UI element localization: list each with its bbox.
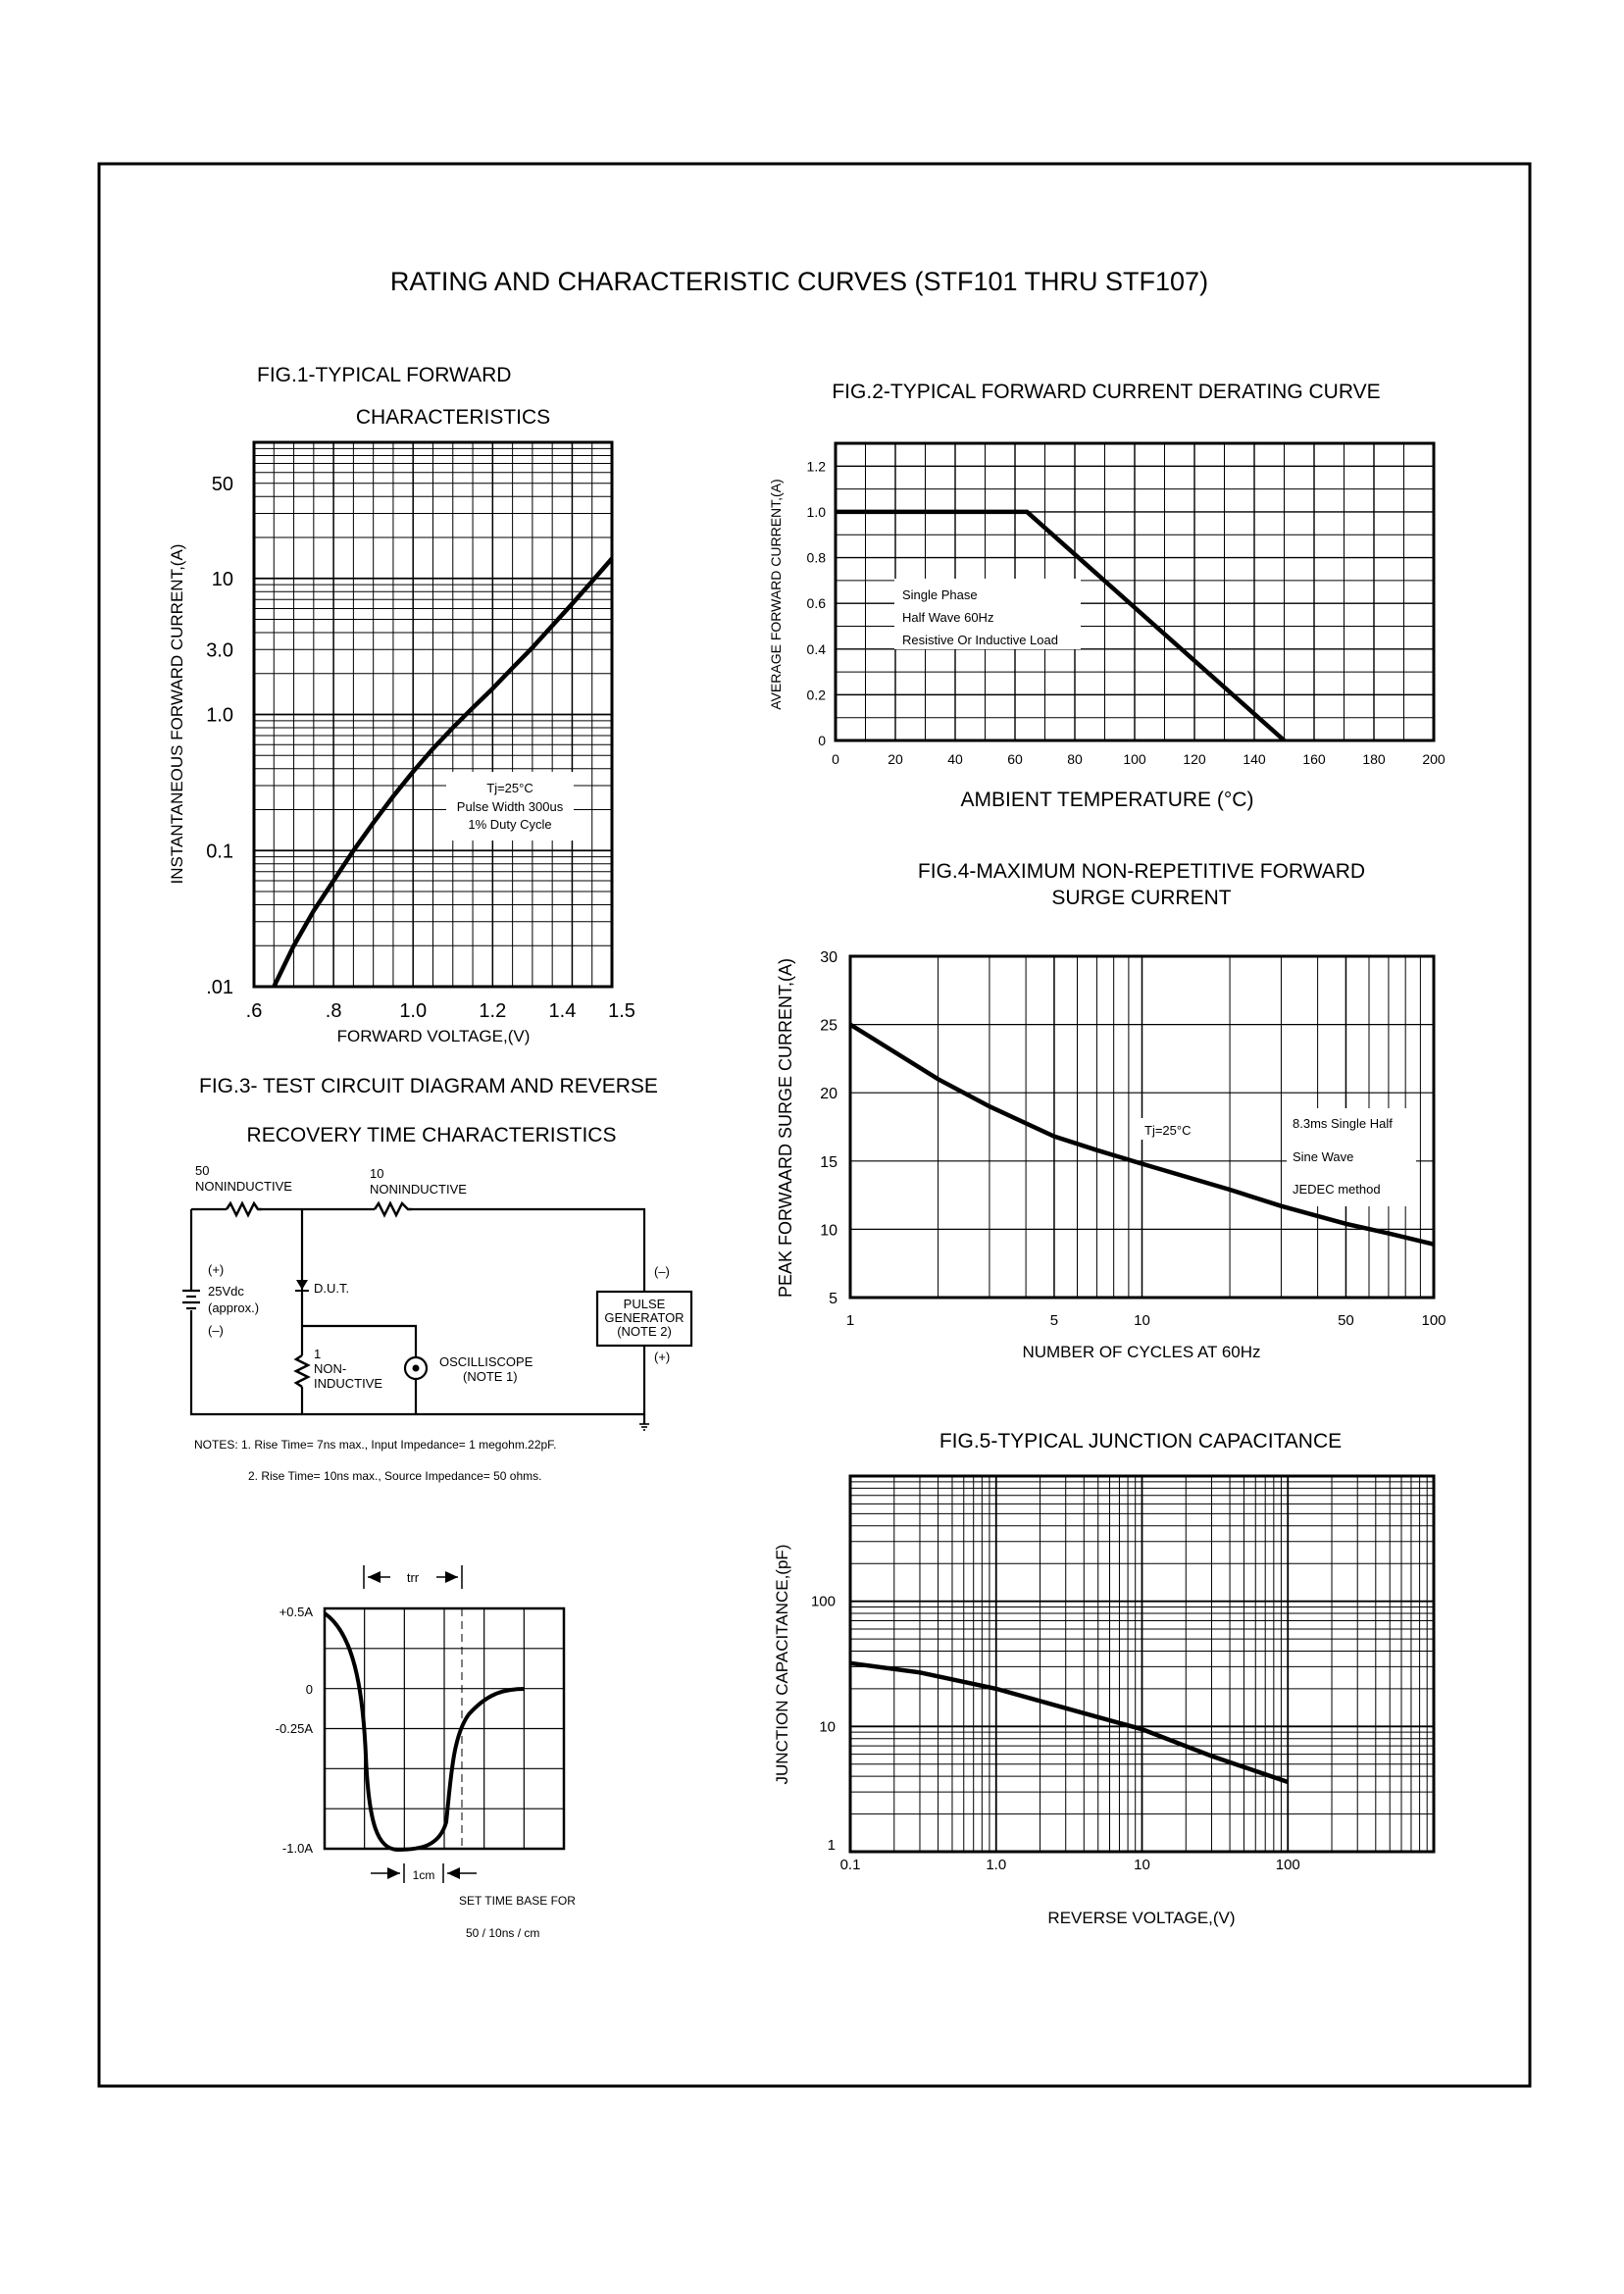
resistor-1-icon <box>296 1355 308 1387</box>
scope-label-line2: (NOTE 1) <box>463 1369 518 1384</box>
fig3-title-line1: FIG.3- TEST CIRCUIT DIAGRAM AND REVERSE <box>199 1075 658 1097</box>
battery-icon <box>182 1291 200 1308</box>
cm-label: 1cm <box>412 1868 435 1882</box>
diode-icon <box>295 1280 309 1291</box>
fig1-annotation-line3: 1% Duty Cycle <box>468 817 552 832</box>
fig2-x-tick: 100 <box>1123 751 1146 767</box>
timebase-line2: 50 / 10ns / cm <box>466 1926 540 1940</box>
fig2-x-tick: 80 <box>1067 751 1083 767</box>
fig1-x-tick: 1.5 <box>608 1000 635 1022</box>
r10-value: 10 <box>370 1166 384 1181</box>
fig1-chart <box>168 364 635 1045</box>
fig5-x-tick: 10 <box>1134 1857 1150 1873</box>
scope-label-line1: OSCILLISCOPE <box>439 1354 533 1369</box>
fig1-x-tick: 1.2 <box>479 1000 507 1022</box>
wave-y-label-minus1: -1.0A <box>281 1841 313 1856</box>
fig2-x-tick: 200 <box>1422 751 1446 767</box>
fig5-x-tick-labels <box>840 1857 1300 1873</box>
oscilloscope-icon <box>405 1350 427 1387</box>
supply-approx: (approx.) <box>208 1300 260 1315</box>
fig2-y-axis-label: AVERAGE FORWARD CURRENT,(A) <box>768 479 784 710</box>
r1-label-line1: NON- <box>314 1361 347 1376</box>
fig2-y-tick: 1.2 <box>806 458 826 475</box>
fig5-x-tick: 1.0 <box>986 1857 1007 1873</box>
fig2-x-tick-labels <box>832 751 1446 767</box>
fig1-x-tick-labels <box>246 1000 635 1022</box>
fig4-y-tick: 25 <box>820 1017 837 1035</box>
resistor-50-icon <box>227 1203 262 1215</box>
fig4-y-tick: 5 <box>829 1291 837 1307</box>
trr-left-arrow-icon <box>368 1571 381 1583</box>
fig4-annotation-line3: JEDEC method <box>1293 1182 1381 1197</box>
fig4-annotation-line2: Sine Wave <box>1293 1149 1354 1164</box>
cm-right-arrow-icon <box>447 1867 460 1879</box>
fig4-x-tick: 1 <box>845 1312 855 1329</box>
fig4-y-tick: 10 <box>820 1222 837 1240</box>
fig5-grid <box>850 1476 1434 1852</box>
fig2-y-tick: 0.4 <box>806 640 826 657</box>
timebase-line1: SET TIME BASE FOR <box>459 1894 576 1908</box>
fig1-y-tick: .01 <box>206 977 233 998</box>
fig4-y-tick: 15 <box>820 1153 837 1171</box>
fig1-grid <box>254 442 612 987</box>
supply-voltage: 25Vdc <box>208 1284 244 1299</box>
trr-right-arrow-icon <box>445 1571 458 1583</box>
circuit-wires <box>191 1209 644 1424</box>
fig1-title-line2: CHARACTERISTICS <box>355 406 551 429</box>
fig2-title: FIG.2-TYPICAL FORWARD CURRENT DERATING CURVE <box>832 381 1381 403</box>
fig5-y-axis-label: JUNCTION CAPACITANCE,(pF) <box>773 1544 791 1785</box>
fig4-chart <box>776 860 1446 1361</box>
fig4-x-tick-labels <box>846 1312 1446 1329</box>
fig1-x-axis-label: FORWARD VOLTAGE,(V) <box>336 1027 531 1045</box>
fig5-y-tick: 100 <box>810 1593 836 1610</box>
wave-y-label-minus025: -0.25A <box>275 1721 313 1736</box>
pulse-label-line1: PULSE <box>623 1297 666 1311</box>
pulse-minus: (–) <box>654 1264 670 1279</box>
fig1-x-tick: 1.4 <box>548 1000 577 1022</box>
fig5-y-tick-labels <box>811 1594 836 1854</box>
fig4-y-tick: 30 <box>820 949 837 966</box>
resistor-10-icon <box>375 1203 412 1215</box>
fig2-x-tick: 60 <box>1007 751 1023 767</box>
r1-label-line2: INDUCTIVE <box>314 1376 383 1391</box>
pulse-label-line2: GENERATOR <box>604 1310 685 1325</box>
fig2-x-tick: 0 <box>832 751 839 767</box>
fig4-x-tick: 50 <box>1338 1312 1354 1329</box>
trr-label: trr <box>406 1570 420 1585</box>
fig2-y-tick-labels <box>807 458 827 748</box>
fig4-y-tick: 20 <box>820 1086 837 1103</box>
r50-value: 50 <box>195 1163 210 1178</box>
note-1: NOTES: 1. Rise Time= 7ns max., Input Impedance= 1 megohm.22pF. <box>194 1438 557 1452</box>
fig1-annotation-line1: Tj=25°C <box>486 781 533 795</box>
fig1-y-axis-label: INSTANTANEOUS FORWARD CURRENT,(A) <box>168 543 186 885</box>
fig5-y-tick: 10 <box>819 1718 836 1736</box>
fig5-chart <box>773 1430 1434 1927</box>
fig1-y-tick: 10 <box>211 568 233 590</box>
recovery-waveform <box>276 1565 577 1940</box>
fig2-x-tick: 40 <box>947 751 963 767</box>
fig2-annotation-line3: Resistive Or Inductive Load <box>902 633 1058 647</box>
fig1-y-tick: 0.1 <box>206 841 233 863</box>
fig2-y-tick: 0.8 <box>806 549 826 566</box>
supply-plus: (+) <box>208 1262 225 1277</box>
fig2-x-tick: 20 <box>888 751 903 767</box>
fig1-x-tick: .6 <box>245 1000 263 1022</box>
fig3-circuit <box>182 1075 691 1483</box>
r10-label: NONINDUCTIVE <box>370 1182 467 1197</box>
fig5-x-tick: 0.1 <box>839 1857 861 1873</box>
fig2-annotation-line1: Single Phase <box>902 587 978 602</box>
fig4-title-line2: SURGE CURRENT <box>1051 887 1232 909</box>
fig4-x-tick: 5 <box>1049 1312 1059 1329</box>
wave-y-label-zero: 0 <box>305 1682 313 1697</box>
fig4-annotation-line1: 8.3ms Single Half <box>1293 1116 1393 1131</box>
pulse-label-line3: (NOTE 2) <box>617 1324 672 1339</box>
fig1-x-tick: .8 <box>325 1000 342 1022</box>
fig3-title-line2: RECOVERY TIME CHARACTERISTICS <box>246 1124 617 1147</box>
fig5-y-tick: 1 <box>827 1837 836 1854</box>
fig2-x-axis-label: AMBIENT TEMPERATURE (°C) <box>960 789 1254 811</box>
fig1-x-tick: 1.0 <box>399 1000 428 1022</box>
pulse-plus: (+) <box>654 1350 671 1364</box>
fig1-y-tick: 1.0 <box>206 704 233 727</box>
fig4-x-tick: 100 <box>1421 1312 1446 1329</box>
fig5-x-axis-label: REVERSE VOLTAGE,(V) <box>1047 1909 1236 1927</box>
fig4-y-axis-label: PEAK FORWAARD SURGE CURRENT,(A) <box>776 957 795 1299</box>
fig4-y-tick-labels <box>820 949 837 1307</box>
fig2-x-tick: 160 <box>1302 751 1326 767</box>
wave-y-label-plus05: +0.5A <box>279 1605 313 1619</box>
supply-minus: (–) <box>208 1323 224 1338</box>
fig4-x-tick: 10 <box>1134 1312 1150 1329</box>
fig4-tj-label: Tj=25°C <box>1144 1123 1192 1138</box>
fig2-y-tick: 0.2 <box>806 687 826 703</box>
r1-value: 1 <box>314 1347 322 1361</box>
fig2-y-tick: 1.0 <box>806 503 826 520</box>
fig1-title-line1: FIG.1-TYPICAL FORWARD <box>257 364 512 386</box>
fig1-y-tick: 3.0 <box>206 639 233 662</box>
note-2: 2. Rise Time= 10ns max., Source Impedance= 50 ohms. <box>248 1469 542 1483</box>
wave-grid <box>325 1608 564 1849</box>
r50-label: NONINDUCTIVE <box>195 1179 292 1194</box>
fig1-y-tick: 50 <box>211 473 233 495</box>
fig4-title-line1: FIG.4-MAXIMUM NON-REPETITIVE FORWARD <box>917 860 1366 883</box>
fig2-y-tick: 0.6 <box>806 595 826 612</box>
fig1-annotation-line2: Pulse Width 300us <box>456 799 564 814</box>
cm-left-arrow-icon <box>387 1867 400 1879</box>
fig4-x-axis-label: NUMBER OF CYCLES AT 60Hz <box>1022 1343 1261 1361</box>
ground-icon <box>639 1424 649 1430</box>
page-title: RATING AND CHARACTERISTIC CURVES (STF101 THRU STF107) <box>389 267 1209 296</box>
fig5-x-tick: 100 <box>1275 1857 1300 1873</box>
fig5-title: FIG.5-TYPICAL JUNCTION CAPACITANCE <box>939 1430 1343 1453</box>
fig2-annotation-line2: Half Wave 60Hz <box>902 610 994 625</box>
dut-label: D.U.T. <box>314 1281 350 1296</box>
fig2-chart <box>768 381 1446 811</box>
fig2-x-tick: 140 <box>1243 751 1266 767</box>
fig1-y-tick-labels <box>206 474 233 998</box>
fig2-x-tick: 180 <box>1362 751 1386 767</box>
fig2-y-tick: 0 <box>818 733 826 748</box>
fig2-x-tick: 120 <box>1183 751 1206 767</box>
